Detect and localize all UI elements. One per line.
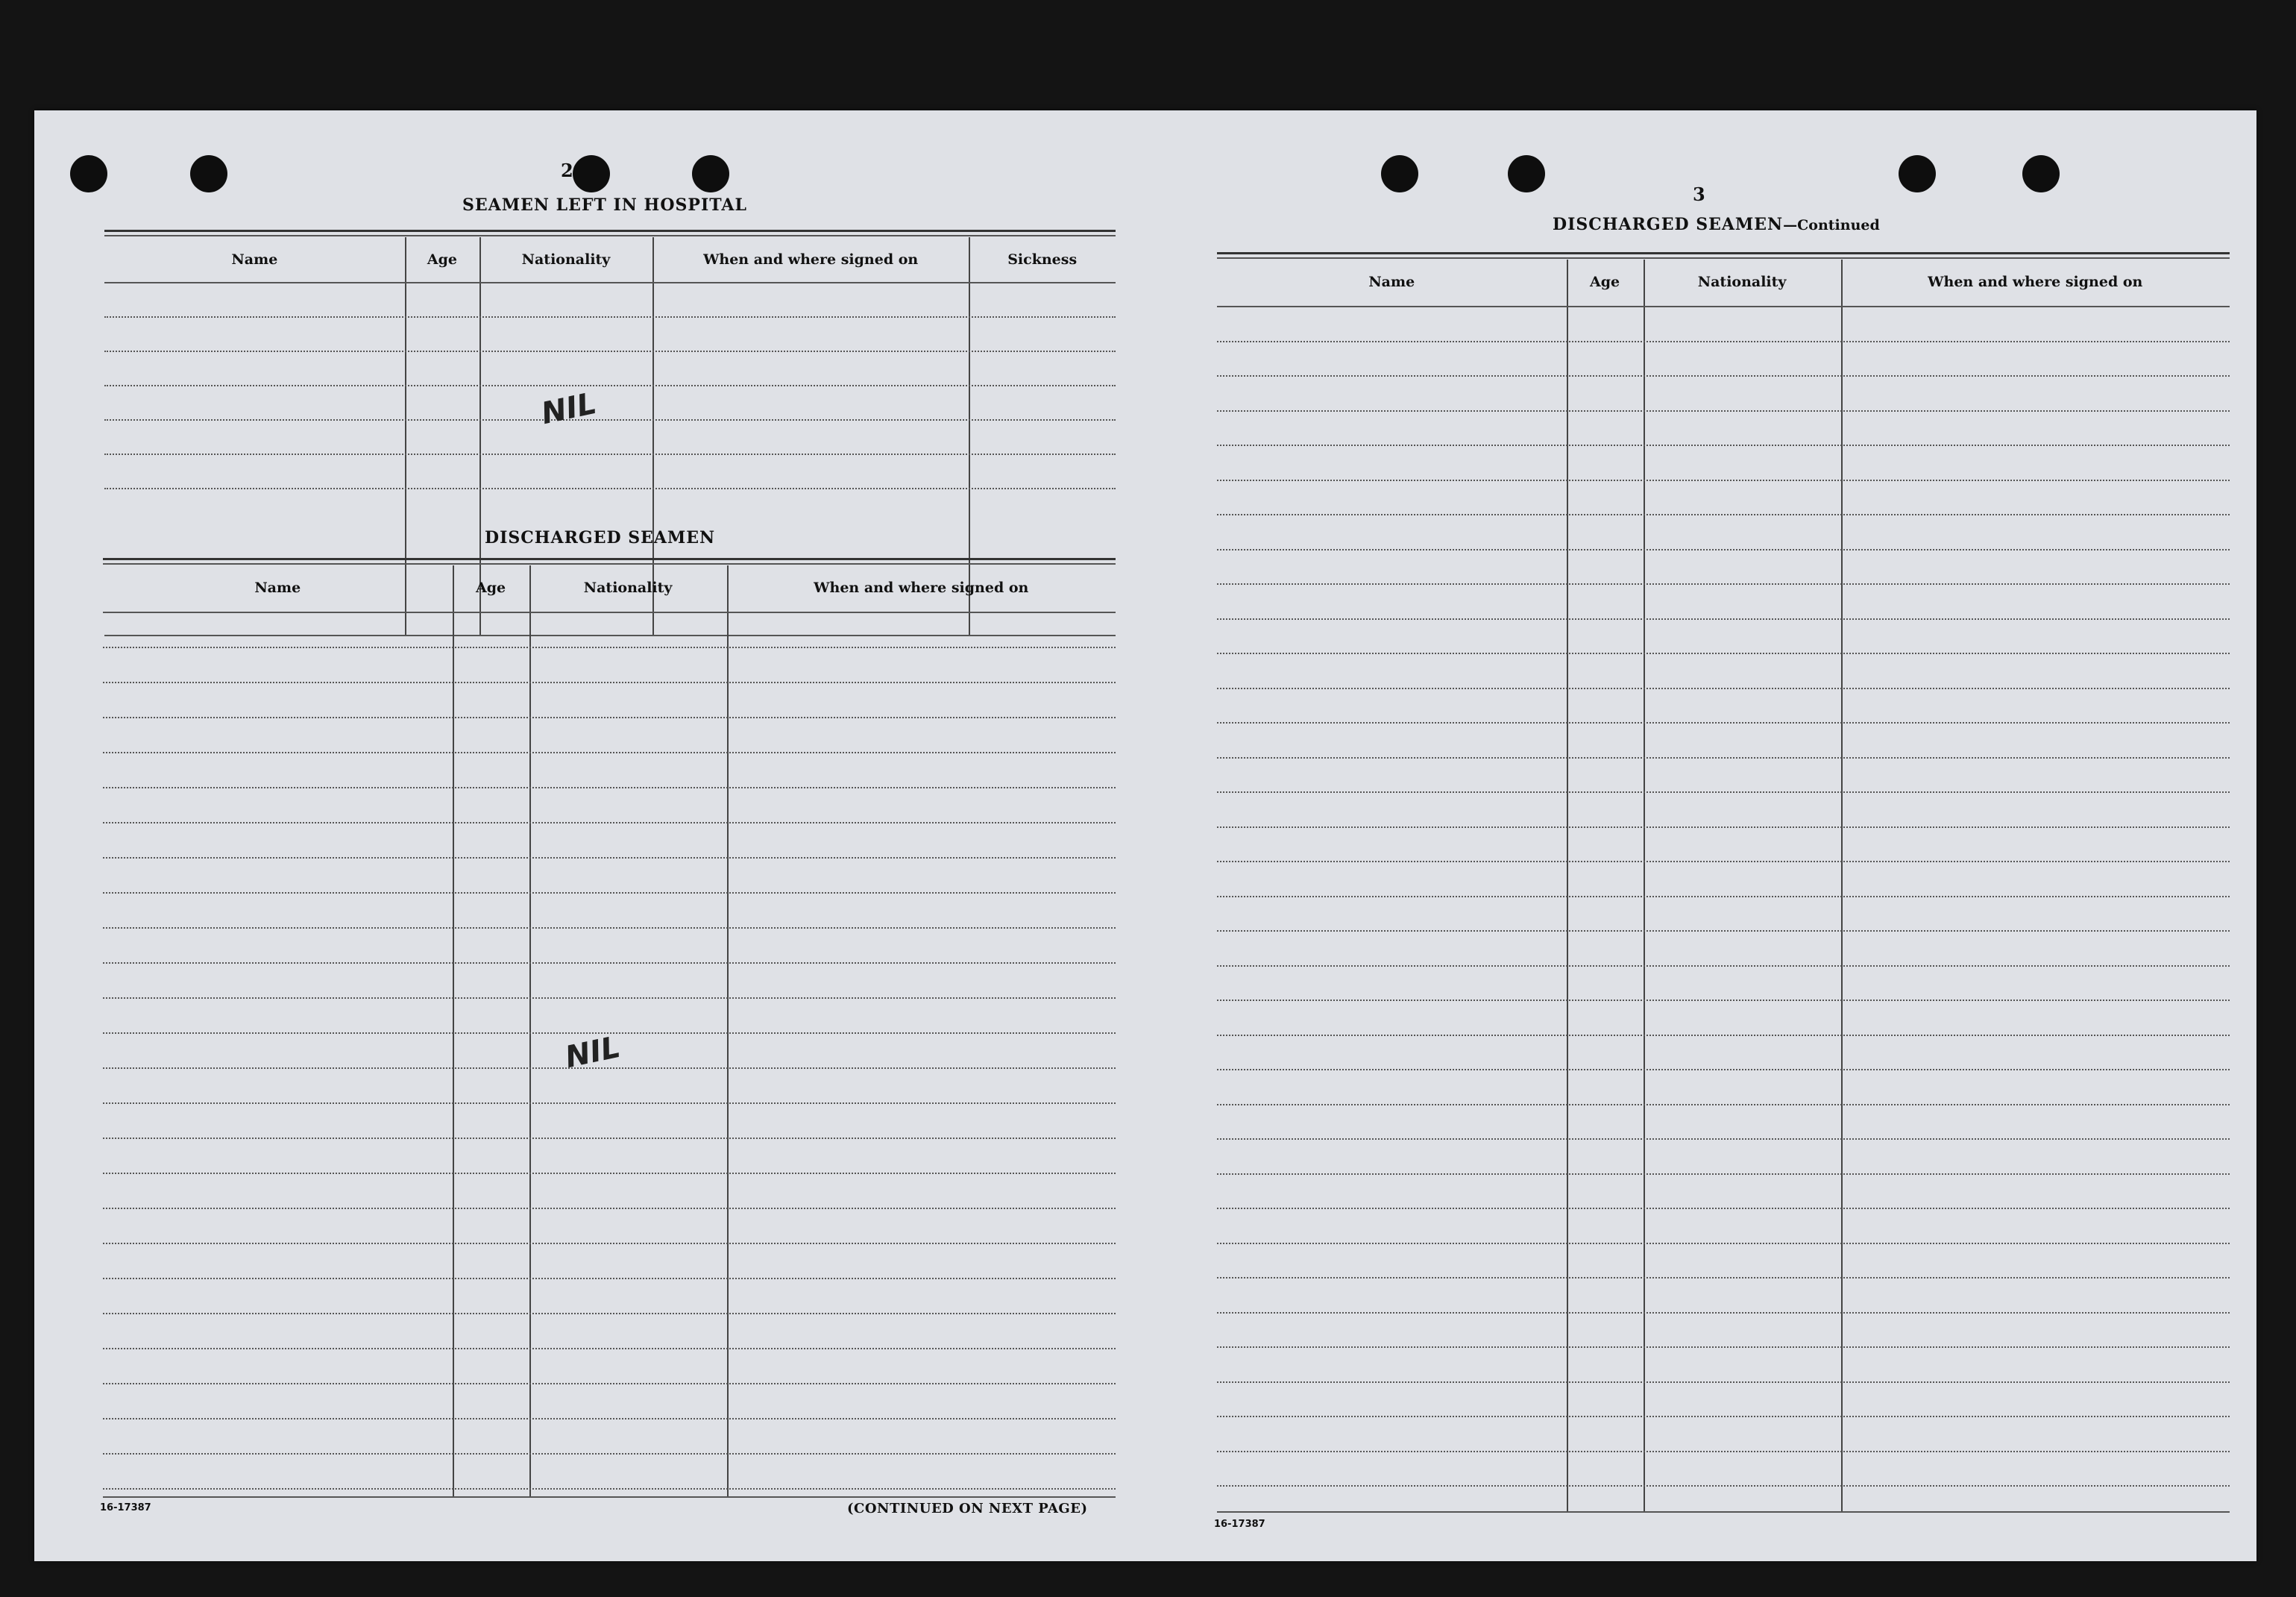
row-line — [1217, 410, 2230, 412]
row-line — [1217, 514, 2230, 515]
right-section-title-suffix: —Continued — [1783, 217, 1880, 233]
column-header: Sickness — [1007, 251, 1078, 269]
row-line — [1217, 1104, 2230, 1105]
row-line — [103, 822, 1116, 823]
column-divider — [529, 565, 531, 1496]
row-line — [103, 1138, 1116, 1139]
column-header: When and where signed on — [703, 251, 919, 269]
row-line — [1217, 1381, 2230, 1383]
row-line — [1217, 1069, 2230, 1070]
column-header: Name — [1368, 274, 1415, 291]
continued-note: (CONTINUED ON NEXT PAGE) — [847, 1501, 1088, 1516]
punch-hole — [1899, 155, 1936, 192]
discharged-table — [103, 558, 1116, 1498]
row-line — [103, 1488, 1116, 1490]
row-line — [1217, 930, 2230, 932]
row-line — [1217, 549, 2230, 550]
row-line — [103, 1313, 1116, 1314]
left-page-number: 2 — [561, 160, 573, 181]
row-line — [103, 962, 1116, 964]
table-top-rule — [103, 563, 1116, 565]
table-top-rule — [104, 230, 1116, 232]
row-line — [1217, 375, 2230, 377]
row-line — [104, 488, 1116, 489]
row-line — [1217, 757, 2230, 759]
row-line — [104, 454, 1116, 455]
discharged-nil-entry: NIL — [562, 1029, 623, 1076]
row-line — [103, 1278, 1116, 1279]
column-header: When and where signed on — [814, 580, 1029, 597]
hospital-section-title: SEAMEN LEFT IN HOSPITAL — [462, 195, 747, 215]
row-line — [1217, 1346, 2230, 1348]
discharged-section-title: DISCHARGED SEAMEN — [485, 528, 716, 548]
row-line — [1217, 1485, 2230, 1487]
column-header: Nationality — [583, 580, 673, 597]
table-top-rule — [103, 558, 1116, 560]
row-line — [1217, 688, 2230, 689]
row-line — [1217, 826, 2230, 828]
row-line — [1217, 1277, 2230, 1278]
row-line — [1217, 445, 2230, 446]
row-line — [1217, 1173, 2230, 1175]
row-line — [1217, 861, 2230, 862]
column-header: Nationality — [521, 251, 611, 269]
row-line — [103, 1383, 1116, 1384]
row-line — [1217, 896, 2230, 897]
row-line — [103, 787, 1116, 788]
punch-hole — [692, 155, 729, 192]
punch-hole — [573, 155, 610, 192]
punch-hole — [1508, 155, 1545, 192]
punch-hole — [70, 155, 107, 192]
row-line — [1217, 618, 2230, 620]
row-line — [104, 385, 1116, 386]
row-line — [103, 752, 1116, 753]
row-line — [104, 419, 1116, 421]
header-rule — [1217, 306, 2230, 307]
row-line — [1217, 1312, 2230, 1314]
header-rule — [104, 282, 1116, 283]
row-line — [1217, 341, 2230, 342]
row-line — [103, 1067, 1116, 1069]
column-header: Name — [231, 251, 278, 269]
row-line — [103, 1453, 1116, 1455]
row-line — [1217, 1000, 2230, 1001]
row-line — [103, 1173, 1116, 1174]
column-header: Nationality — [1697, 274, 1787, 291]
hospital-nil-entry: NIL — [538, 386, 600, 432]
row-line — [103, 1418, 1116, 1419]
table-top-rule — [104, 235, 1116, 236]
row-line — [103, 1243, 1116, 1244]
table-bottom-rule — [103, 1496, 1116, 1498]
row-line — [103, 1348, 1116, 1349]
row-line — [103, 857, 1116, 859]
row-line — [1217, 1243, 2230, 1244]
row-line — [104, 316, 1116, 318]
column-header: When and where signed on — [1928, 274, 2143, 291]
punch-hole — [1381, 155, 1418, 192]
column-header: Age — [1590, 274, 1620, 291]
row-line — [1217, 965, 2230, 967]
row-line — [103, 1102, 1116, 1104]
row-line — [1217, 1035, 2230, 1036]
row-line — [103, 647, 1116, 648]
row-line — [1217, 1416, 2230, 1417]
left-form-number: 16-17387 — [100, 1502, 151, 1513]
table-bottom-rule — [1217, 1511, 2230, 1513]
row-line — [103, 717, 1116, 718]
punch-hole — [2022, 155, 2060, 192]
column-divider — [1841, 260, 1843, 1511]
row-line — [1217, 583, 2230, 585]
column-header: Name — [254, 580, 301, 597]
document-sheet — [34, 110, 2256, 1561]
right-page-number: 3 — [1693, 183, 1705, 205]
row-line — [104, 351, 1116, 352]
row-line — [103, 927, 1116, 929]
row-line — [1217, 722, 2230, 724]
row-line — [1217, 480, 2230, 481]
row-line — [103, 892, 1116, 894]
right-section-title-main: DISCHARGED SEAMEN — [1553, 215, 1784, 234]
row-line — [1217, 791, 2230, 793]
column-header: Age — [427, 251, 457, 269]
right-section-title — [1553, 215, 1880, 234]
row-line — [1217, 653, 2230, 654]
row-line — [1217, 1208, 2230, 1209]
row-line — [1217, 1138, 2230, 1140]
row-line — [103, 1208, 1116, 1209]
column-divider — [1644, 260, 1645, 1511]
right-discharged-table — [1217, 252, 2230, 1513]
column-header: Age — [476, 580, 506, 597]
row-line — [1217, 1451, 2230, 1452]
column-divider — [1567, 260, 1568, 1511]
row-line — [103, 682, 1116, 683]
header-rule — [103, 612, 1116, 613]
table-top-rule — [1217, 257, 2230, 259]
column-divider — [727, 565, 729, 1496]
table-top-rule — [1217, 252, 2230, 254]
punch-hole — [190, 155, 227, 192]
right-form-number: 16-17387 — [1214, 1519, 1265, 1530]
column-divider — [453, 565, 454, 1496]
row-line — [103, 997, 1116, 999]
